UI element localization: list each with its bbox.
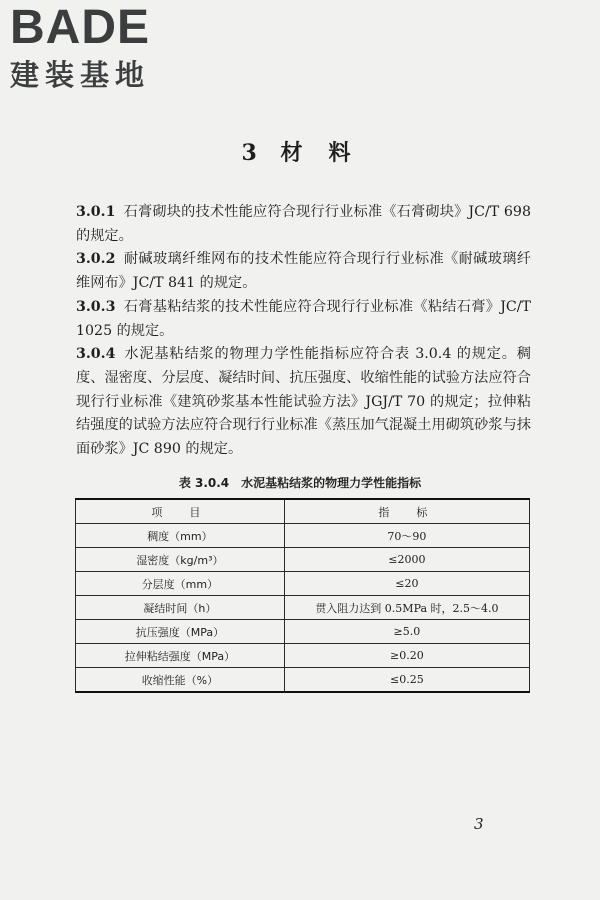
row-value: 70～90: [284, 524, 529, 548]
table-row: [76, 644, 530, 668]
row-item: 分层度（mm）: [76, 572, 285, 596]
clause-list: [76, 201, 531, 462]
row-item: 收缩性能（%）: [76, 668, 285, 693]
column-header-item: 项 目: [76, 499, 285, 524]
table-caption: 表 3.0.4 水泥基粘结浆的物理力学性能指标: [178, 476, 422, 490]
clause-3-0-3: [76, 296, 531, 343]
row-item: 稠度（mm）: [76, 524, 285, 548]
row-item: 抗压强度（MPa）: [76, 620, 285, 644]
clause-text: 石膏砌块的技术性能应符合现行行业标准《石膏砌块》JC/T 698 的规定。: [76, 204, 531, 244]
clause-3-0-2: [76, 248, 531, 295]
row-item: 凝结时间（h）: [76, 596, 285, 620]
chapter-number: 3: [241, 140, 265, 166]
clause-number: 3.0.2: [76, 251, 116, 268]
chapter-title-part2: 料: [328, 140, 359, 166]
watermark-subtitle: 建装基地: [10, 58, 151, 92]
chapter-title: [0, 136, 600, 167]
clause-3-0-4: [76, 343, 531, 462]
clause-number: 3.0.3: [76, 298, 116, 315]
clause-number: 3.0.1: [76, 204, 116, 220]
spec-table: [75, 498, 530, 693]
clause-text: 水泥基粘结浆的物理力学性能指标应符合表 3.0.4 的规定。稠度、湿密度、分层度、凝结时间、抗压强度、收缩性能的试验方法应符合现行行业标准《建筑砂浆基本性能试验方法》JGJ/T 70 的规定；拉伸粘结强度的试验方法应符合现行行业标准《蒸压加气混凝土用砌筑砂浆与抹面砂浆》JC 890 的规定。: [76, 346, 531, 458]
clause-number: 3.0.4: [76, 346, 116, 363]
table-row: [76, 548, 530, 572]
row-value: ≤0.25: [284, 668, 529, 693]
page-number: 3: [474, 815, 484, 833]
row-value: ≥0.20: [284, 644, 529, 668]
row-value: 贯入阻力达到 0.5MPa 时，2.5～4.0: [284, 596, 529, 620]
column-header-value: 指 标: [284, 499, 529, 524]
row-item: 湿密度（kg/m³）: [76, 548, 285, 572]
watermark-logo: [10, 1, 180, 92]
row-value: ≤20: [284, 572, 529, 596]
table-header-row: [76, 499, 530, 524]
clause-3-0-1: [76, 201, 531, 248]
table-row: [76, 668, 530, 693]
table-row: [76, 620, 530, 644]
watermark-brand: BADE: [10, 1, 151, 54]
row-value: ≤2000: [284, 548, 529, 572]
table-row: [76, 596, 530, 620]
clause-text: 耐碱玻璃纤维网布的技术性能应符合现行行业标准《耐碱玻璃纤维网布》JC/T 841 的规定。: [76, 251, 531, 292]
row-item: 拉伸粘结强度（MPa）: [76, 644, 285, 668]
table-row: [76, 524, 530, 548]
table-row: [76, 572, 530, 596]
clause-text: 石膏基粘结浆的技术性能应符合现行行业标准《粘结石膏》JC/T 1025 的规定。: [76, 298, 531, 339]
chapter-title-part1: 材: [280, 140, 311, 166]
row-value: ≥5.0: [284, 620, 529, 644]
